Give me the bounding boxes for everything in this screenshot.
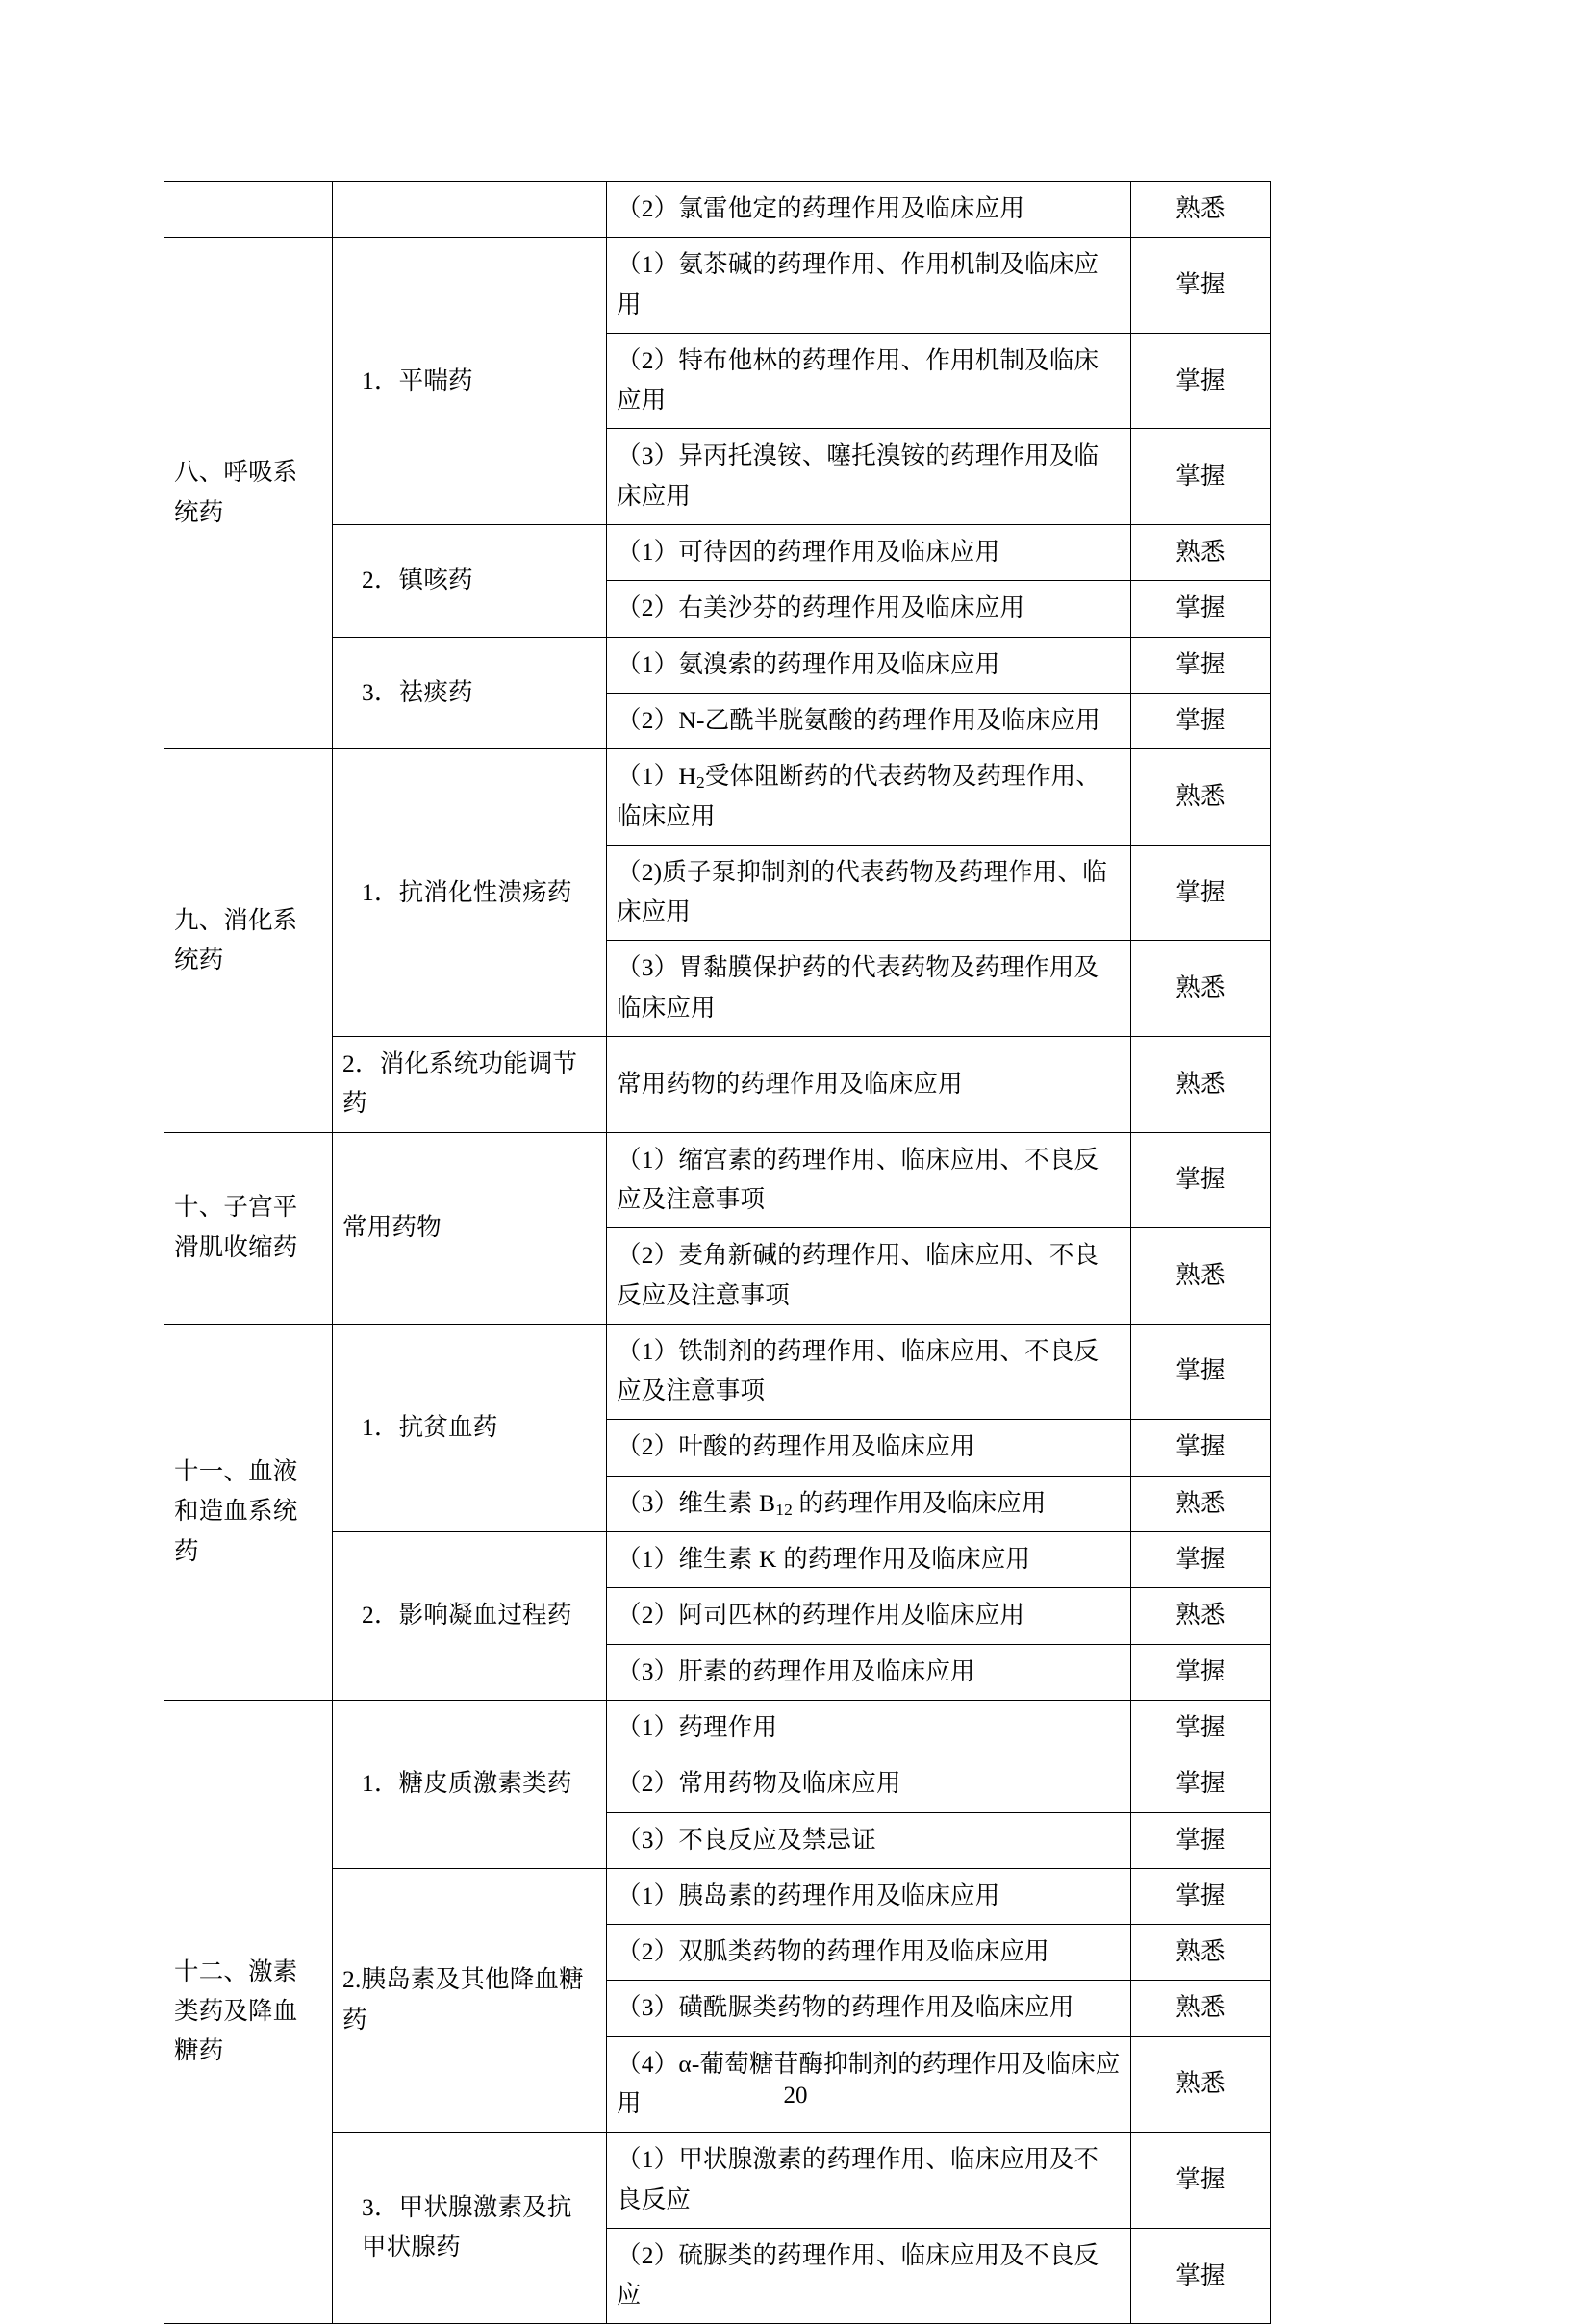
table-row [164, 182, 1271, 238]
cell-level: 掌握 [1131, 581, 1271, 637]
cell-description: （3）异丙托溴铵、噻托溴铵的药理作用及临床应用 [607, 429, 1131, 525]
cell-level: 掌握 [1131, 1420, 1271, 1476]
cell-system [164, 182, 333, 238]
cell-description: （1）氨溴索的药理作用及临床应用 [607, 637, 1131, 693]
cell-description: （2）阿司匹林的药理作用及临床应用 [607, 1588, 1131, 1644]
cell-level: 掌握 [1131, 1812, 1271, 1868]
cell-level: 熟悉 [1131, 941, 1271, 1037]
cell-system-digestive: 九、消化系统药 [164, 749, 333, 1132]
page-number: 20 [783, 2083, 808, 2109]
cell-description: （2)质子泵抑制剂的代表药物及药理作用、临床应用 [607, 845, 1131, 941]
syllabus-table [164, 181, 1271, 2324]
cell-level: 熟悉 [1131, 749, 1271, 846]
cell-level: 掌握 [1131, 2228, 1271, 2324]
cell-subcategory-coagulation: 2．影响凝血过程药 [333, 1532, 607, 1701]
cell-subcategory-common-drugs: 常用药物 [333, 1132, 607, 1324]
cell-subcategory-insulin: 2.胰岛素及其他降血糖药 [333, 1868, 607, 2132]
cell-description: （3）磺酰脲类药物的药理作用及临床应用 [607, 1981, 1131, 2036]
cell-level: 掌握 [1131, 1700, 1271, 1756]
cell-level: 掌握 [1131, 693, 1271, 748]
cell-level: 掌握 [1131, 2133, 1271, 2229]
cell-level: 熟悉 [1131, 1228, 1271, 1325]
cell-level: 掌握 [1131, 1324, 1271, 1420]
cell-level: 掌握 [1131, 845, 1271, 941]
cell-description: （1）缩宫素的药理作用、临床应用、不良反应及注意事项 [607, 1132, 1131, 1228]
cell-description: （1）维生素 K 的药理作用及临床应用 [607, 1532, 1131, 1588]
cell-subcategory-digestive-regulator: 2．消化系统功能调节药 [333, 1037, 607, 1133]
cell-level: 掌握 [1131, 333, 1271, 429]
cell-subcategory-antiulcer: 1．抗消化性溃疡药 [333, 749, 607, 1037]
cell-description: （4）α-葡萄糖苷酶抑制剂的药理作用及临床应用 [607, 2036, 1131, 2133]
cell-description: （2）叶酸的药理作用及临床应用 [607, 1420, 1131, 1476]
cell-system-hormonal: 十二、激素类药及降血糖药 [164, 1700, 333, 2324]
cell-level: 掌握 [1131, 238, 1271, 334]
cell-description: （1）胰岛素的药理作用及临床应用 [607, 1868, 1131, 1924]
cell-subcategory [333, 182, 607, 238]
cell-subcategory-antitussive: 2．镇咳药 [333, 525, 607, 638]
cell-description: （2）氯雷他定的药理作用及临床应用 [607, 182, 1131, 238]
cell-level: 掌握 [1131, 1644, 1271, 1700]
cell-subcategory-antianemic: 1．抗贫血药 [333, 1324, 607, 1531]
cell-level: 熟悉 [1131, 1925, 1271, 1981]
cell-description: （2）N-乙酰半胱氨酸的药理作用及临床应用 [607, 693, 1131, 748]
syllabus-table-body [164, 182, 1271, 2324]
table-row [164, 1700, 1271, 1756]
cell-description: （1）药理作用 [607, 1700, 1131, 1756]
cell-system-hematologic: 十一、血液和造血系统药 [164, 1324, 333, 1700]
cell-level: 熟悉 [1131, 1037, 1271, 1133]
cell-subcategory-antiasthmatic: 1．平喘药 [333, 238, 607, 525]
table-row [164, 238, 1271, 334]
cell-description: （2）右美沙芬的药理作用及临床应用 [607, 581, 1131, 637]
cell-level: 掌握 [1131, 429, 1271, 525]
cell-level: 掌握 [1131, 1756, 1271, 1812]
cell-description: （2）硫脲类的药理作用、临床应用及不良反应 [607, 2228, 1131, 2324]
cell-subcategory-glucocorticoid: 1．糖皮质激素类药 [333, 1700, 607, 1868]
table-row [164, 749, 1271, 846]
cell-level: 掌握 [1131, 1868, 1271, 1924]
cell-description: （3）胃黏膜保护药的代表药物及药理作用及临床应用 [607, 941, 1131, 1037]
cell-level: 掌握 [1131, 637, 1271, 693]
cell-description: （3）维生素 $B_{12}$ 的药理作用及临床应用 [607, 1476, 1131, 1531]
cell-description: （1）可待因的药理作用及临床应用 [607, 525, 1131, 581]
cell-description: （2）特布他林的药理作用、作用机制及临床应用 [607, 333, 1131, 429]
table-row [164, 1132, 1271, 1228]
cell-description: （1）铁制剂的药理作用、临床应用、不良反应及注意事项 [607, 1324, 1131, 1420]
cell-level: 熟悉 [1131, 1981, 1271, 2036]
cell-description: （1）甲状腺激素的药理作用、临床应用及不良反应 [607, 2133, 1131, 2229]
cell-system-uterine: 十、子宫平滑肌收缩药 [164, 1132, 333, 1324]
cell-description: 常用药物的药理作用及临床应用 [607, 1037, 1131, 1133]
cell-level: 熟悉 [1131, 1476, 1271, 1531]
cell-level: 掌握 [1131, 1532, 1271, 1588]
cell-level: 熟悉 [1131, 1588, 1271, 1644]
cell-description: $(1)H_2$受体阻断药的代表药物及药理作用、临床应用 [607, 749, 1131, 846]
cell-level: 掌握 [1131, 1132, 1271, 1228]
cell-system-respiratory: 八、呼吸系统药 [164, 238, 333, 749]
cell-subcategory-expectorant: 3．祛痰药 [333, 637, 607, 749]
cell-description: （1）氨茶碱的药理作用、作用机制及临床应用 [607, 238, 1131, 334]
table-row [164, 1324, 1271, 1420]
cell-level: 熟悉 [1131, 525, 1271, 581]
cell-description: （2）双胍类药物的药理作用及临床应用 [607, 1925, 1131, 1981]
cell-level: 熟悉 [1131, 182, 1271, 238]
syllabus-table-container [164, 181, 1270, 2324]
cell-description: （3）不良反应及禁忌证 [607, 1812, 1131, 1868]
cell-description: （3）肝素的药理作用及临床应用 [607, 1644, 1131, 1700]
cell-description: （2）常用药物及临床应用 [607, 1756, 1131, 1812]
cell-description: （2）麦角新碱的药理作用、临床应用、不良反应及注意事项 [607, 1228, 1131, 1325]
cell-subcategory-thyroid: 3．甲状腺激素及抗甲状腺药 [333, 2133, 607, 2324]
cell-level: 熟悉 [1131, 2036, 1271, 2133]
